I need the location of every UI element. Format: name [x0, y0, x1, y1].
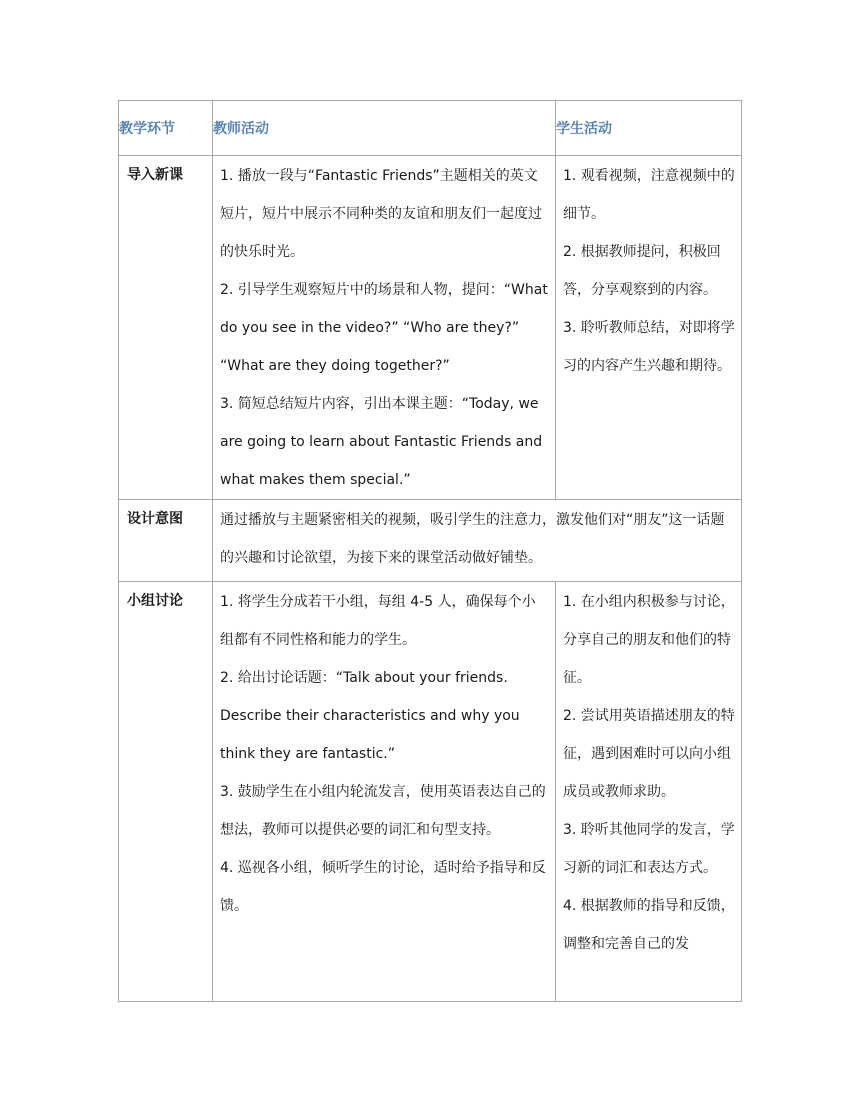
stage-cell — [119, 582, 213, 1002]
student-step-3: 3. 聆听其他同学的发言，学习新的词汇和表达方式。 — [563, 822, 735, 876]
student-step-1: 1. 观看视频，注意视频中的细节。 — [563, 168, 735, 222]
student-step-2: 2. 根据教师提问，积极回答，分享观察到的内容。 — [563, 244, 721, 298]
stage-cell — [119, 156, 213, 500]
student-cell — [556, 156, 742, 500]
teacher-step-3: 3. 简短总结短片内容，引出本课主题：“Today, we are going to learn about Fantastic Friends and what makes them special.” — [220, 396, 543, 488]
student-cell — [556, 582, 742, 1002]
teacher-step-4: 4. 巡视各小组，倾听学生的讨论，适时给予指导和反馈。 — [220, 860, 546, 914]
table-row-design-intent — [119, 500, 742, 582]
stage-label-design: 设计意图 — [127, 511, 183, 527]
stage-cell — [119, 500, 213, 582]
design-intent-text: 通过播放与主题紧密相关的视频，吸引学生的注意力，激发他们对“朋友”这一话题的兴趣和讨论欲望，为接下来的课堂活动做好铺垫。 — [220, 512, 725, 566]
teacher-step-2: 2. 给出讨论话题：“Talk about your friends. Describe their characteristics and why you think they are fantastic.” — [220, 670, 520, 762]
header-teacher: 教师活动 — [213, 101, 556, 156]
design-intent-cell — [213, 500, 742, 582]
header-student: 学生活动 — [556, 101, 742, 156]
stage-label-intro: 导入新课 — [127, 167, 183, 183]
teacher-step-3: 3. 鼓励学生在小组内轮流发言，使用英语表达自己的想法，教师可以提供必要的词汇和句型支持。 — [220, 784, 546, 838]
teacher-cell — [213, 156, 556, 500]
table-row-intro — [119, 156, 742, 500]
teacher-step-1: 1. 播放一段与“Fantastic Friends”主题相关的英文短片，短片中展示不同种类的友谊和朋友们一起度过的快乐时光。 — [220, 168, 542, 260]
teacher-step-2: 2. 引导学生观察短片中的场景和人物，提问：“What do you see in the video?” “Who are they?” “What are they doing together?” — [220, 282, 548, 374]
teacher-step-1: 1. 将学生分成若干小组，每组 4-5 人，确保每个小组都有不同性格和能力的学生。 — [220, 594, 536, 648]
teacher-cell — [213, 582, 556, 1002]
student-step-4: 4. 根据教师的指导和反馈，调整和完善自己的发 — [563, 898, 735, 952]
table-header-row — [119, 101, 742, 156]
header-stage: 教学环节 — [119, 101, 213, 156]
stage-label-group: 小组讨论 — [127, 593, 183, 609]
table-row-group-discussion — [119, 582, 742, 1002]
student-step-3: 3. 聆听教师总结，对即将学习的内容产生兴趣和期待。 — [563, 320, 735, 374]
student-step-2: 2. 尝试用英语描述朋友的特征，遇到困难时可以向小组成员或教师求助。 — [563, 708, 735, 800]
lesson-plan-table — [118, 100, 742, 1002]
student-step-1: 1. 在小组内积极参与讨论，分享自己的朋友和他们的特征。 — [563, 594, 735, 686]
